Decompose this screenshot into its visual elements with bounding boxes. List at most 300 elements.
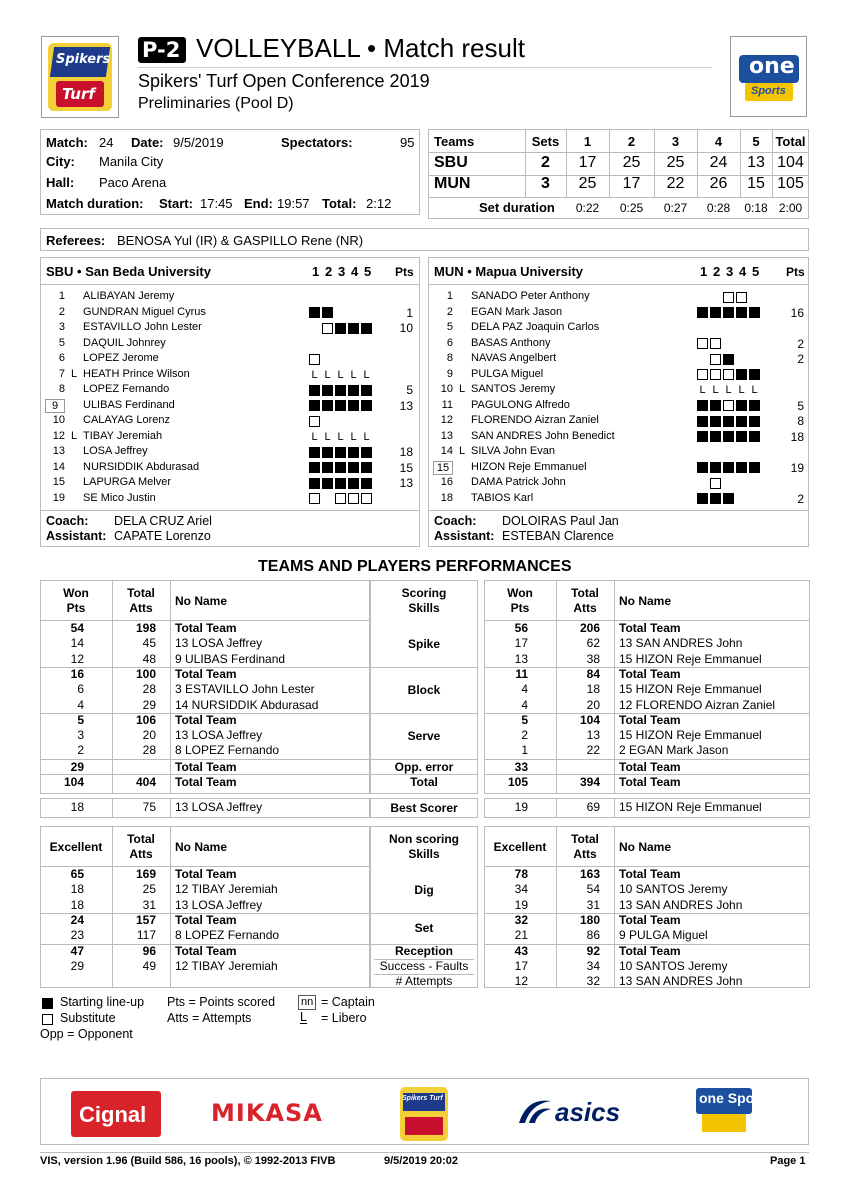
attempts-value: 404 xyxy=(135,775,156,789)
player-name: CALAYAG Lorenz xyxy=(83,414,171,426)
end-label: End: xyxy=(244,196,273,211)
libero-mark: L xyxy=(337,368,344,381)
won-value: 47 xyxy=(70,943,84,958)
player-number: 9 xyxy=(45,399,65,413)
skill-name: Serve xyxy=(407,728,441,743)
player-row xyxy=(429,461,808,476)
player-name: NAVAS Angelbert xyxy=(471,352,557,364)
attempts-value: 100 xyxy=(135,666,156,681)
player-name: EGAN Mark Jason xyxy=(471,305,563,318)
player-number: 14 xyxy=(440,445,453,457)
starting-lineup-icon xyxy=(322,478,333,489)
starting-lineup-icon xyxy=(710,416,721,427)
starting-lineup-icon xyxy=(361,462,372,473)
column-line xyxy=(170,580,171,794)
attempts-value: 62 xyxy=(586,636,600,651)
player-or-team: 12 TIBAY Jeremiah xyxy=(175,958,278,973)
won-value: 3 xyxy=(77,728,84,743)
legend-substitute: Substitute xyxy=(60,1011,116,1025)
won-value: 18 xyxy=(70,882,84,897)
player-name: DAMA Patrick John xyxy=(471,476,566,488)
skill-subtitle: Success - Faults xyxy=(379,958,469,973)
libero-mark: L xyxy=(738,384,745,396)
won-value: 17 xyxy=(514,636,528,651)
player-number: 1 xyxy=(446,290,453,302)
pts-header: Pts xyxy=(395,265,414,279)
player-points: 5 xyxy=(406,383,413,397)
won-value: 21 xyxy=(514,928,528,943)
won-header: Won xyxy=(63,586,89,600)
player-points: 18 xyxy=(399,445,413,459)
substitute-icon xyxy=(348,493,359,504)
starting-lineup-icon xyxy=(309,462,320,473)
skill-name: Dig xyxy=(414,882,434,897)
scoreboard-header: 2 xyxy=(627,134,636,149)
set-score: 15 xyxy=(747,175,765,192)
skills-header: Skills xyxy=(408,847,440,861)
set-marks xyxy=(697,493,762,505)
set-marks xyxy=(697,307,762,319)
won-value: 4 xyxy=(521,682,528,697)
substitute-icon xyxy=(335,493,346,504)
match-label: Match: xyxy=(46,135,88,150)
attempts-value: 20 xyxy=(586,697,600,712)
set-header: 4 xyxy=(351,264,359,279)
spikers-turf-sponsor-text: Spikers Turf xyxy=(402,1095,443,1102)
total-header: Total xyxy=(571,832,599,846)
attempts-value: 49 xyxy=(142,958,156,973)
attempts-value: 117 xyxy=(136,928,156,943)
set-header: 1 xyxy=(312,264,320,279)
attempts-value: 54 xyxy=(586,882,600,897)
spikers-turf-sponsor-logo xyxy=(400,1087,448,1141)
player-number: 2 xyxy=(446,305,453,318)
scoreboard xyxy=(428,129,809,219)
player-number: 10 xyxy=(52,414,65,426)
starting-lineup-icon xyxy=(42,998,53,1009)
player-list xyxy=(41,290,419,510)
won-value: 4 xyxy=(521,697,528,712)
player-or-team: Total Team xyxy=(175,943,237,958)
row-line xyxy=(374,974,474,975)
end-time: 19:57 xyxy=(277,196,310,211)
player-or-team: Total Team xyxy=(175,759,237,774)
starting-lineup-icon xyxy=(361,385,372,396)
starting-lineup-icon xyxy=(710,400,721,411)
atts-header: Atts xyxy=(129,601,153,615)
atts-header: Atts xyxy=(573,847,597,861)
coach-label: Coach: xyxy=(46,514,89,528)
team-header-line xyxy=(429,284,808,285)
attempts-value: 169 xyxy=(135,867,156,881)
starting-lineup-icon xyxy=(749,431,760,442)
set-score: 25 xyxy=(622,154,641,171)
won-value: 24 xyxy=(70,912,84,927)
substitute-icon xyxy=(309,354,320,365)
starting-lineup-icon xyxy=(736,369,747,380)
spectators-count: 95 xyxy=(400,135,415,150)
attempts-value: 25 xyxy=(142,882,156,897)
player-list xyxy=(429,290,808,510)
footer-version: VIS, version 1.96 (Build 586, 16 pools), © 1992-2013 FIVB xyxy=(40,1155,336,1167)
substitute-icon xyxy=(723,369,734,380)
starting-lineup-icon xyxy=(335,447,346,458)
sets-won: 3 xyxy=(541,175,550,192)
starting-lineup-icon xyxy=(309,307,320,318)
match-info-panel xyxy=(40,129,420,215)
player-or-team: Total Team xyxy=(619,666,681,681)
won-value: 54 xyxy=(70,621,84,635)
player-name: HEATH Prince Wilson xyxy=(83,367,190,380)
team-title: MUN • Mapua University xyxy=(434,264,584,279)
starting-lineup-icon xyxy=(309,447,320,458)
set-marks xyxy=(309,446,374,458)
libero-flag: L xyxy=(459,383,466,395)
legend-captain-box: nn xyxy=(298,995,316,1010)
libero-mark: L xyxy=(350,368,357,381)
substitute-icon xyxy=(710,478,721,489)
player-or-team: Total Team xyxy=(175,666,237,681)
starting-lineup-icon xyxy=(348,400,359,411)
starting-lineup-icon xyxy=(697,493,708,504)
column-line xyxy=(614,798,615,818)
attempts-value: 22 xyxy=(586,743,600,758)
mikasa-logo: MIKASA xyxy=(211,1099,323,1127)
won-value: 12 xyxy=(70,651,84,666)
player-number: 16 xyxy=(440,476,453,488)
set-marks xyxy=(697,415,762,427)
starting-lineup-icon xyxy=(723,354,734,365)
player-number: 18 xyxy=(440,491,453,504)
scoreboard-header: Total xyxy=(775,134,806,149)
competition-phase: Preliminaries (Pool D) xyxy=(138,95,294,112)
player-or-team: 12 FLORENDO Aizran Zaniel xyxy=(619,697,776,712)
total-label: Total xyxy=(410,775,438,789)
set-marks xyxy=(309,431,374,443)
player-or-team: Total Team xyxy=(175,775,237,789)
attempts-value: 157 xyxy=(135,912,156,927)
starting-lineup-icon xyxy=(361,400,372,411)
match-date: 9/5/2019 xyxy=(173,135,224,150)
column-line xyxy=(170,798,171,818)
player-points: 19 xyxy=(790,460,804,475)
player-row xyxy=(41,368,419,383)
substitute-icon xyxy=(309,416,320,427)
player-or-team: 13 SAN ANDRES John xyxy=(619,974,743,989)
player-number: 11 xyxy=(441,398,453,411)
referees-panel xyxy=(40,228,809,251)
scoreboard-header: 4 xyxy=(714,134,723,149)
attempts-value: 394 xyxy=(579,775,600,789)
player-name: SANTOS Jeremy xyxy=(471,383,556,395)
starting-lineup-icon xyxy=(361,478,372,489)
player-number: 7 xyxy=(58,367,65,380)
starting-lineup-icon xyxy=(697,400,708,411)
opp-error-label: Opp. error xyxy=(394,759,454,774)
starting-lineup-icon xyxy=(723,307,734,318)
player-number: 15 xyxy=(52,476,65,488)
set-marks xyxy=(697,369,762,381)
player-name: LOPEZ Jerome xyxy=(83,352,159,364)
starting-lineup-icon xyxy=(697,416,708,427)
substitute-icon xyxy=(710,354,721,365)
footer-page: Page 1 xyxy=(770,1155,806,1167)
won-value: 13 xyxy=(514,651,528,666)
player-row xyxy=(41,492,419,507)
won-value: 11 xyxy=(515,666,528,681)
libero-mark: L xyxy=(699,384,706,396)
player-or-team: 13 LOSA Jeffrey xyxy=(175,897,263,912)
player-or-team: Total Team xyxy=(619,867,681,881)
skills-header: Non scoring xyxy=(388,832,459,846)
won-value: 12 xyxy=(514,974,528,989)
player-or-team: Total Team xyxy=(175,912,237,927)
libero-mark: L xyxy=(311,368,318,381)
header xyxy=(0,0,849,125)
set-header: 2 xyxy=(713,264,721,279)
player-points: 13 xyxy=(399,398,413,413)
starting-lineup-icon xyxy=(322,400,333,411)
total-header: Total xyxy=(571,586,599,600)
player-number: 12 xyxy=(440,414,453,426)
player-number: 8 xyxy=(446,352,453,364)
player-row xyxy=(429,492,808,507)
player-or-team: 15 HIZON Reje Emmanuel xyxy=(619,800,762,814)
match-number: 24 xyxy=(99,135,114,150)
player-name: DELA PAZ Joaquin Carlos xyxy=(471,321,600,333)
starting-lineup-icon xyxy=(335,478,346,489)
pts-header: Pts xyxy=(510,601,530,615)
set-marks xyxy=(309,307,374,319)
player-row xyxy=(429,290,808,305)
set-duration-label: Set duration xyxy=(479,200,555,215)
player-row xyxy=(41,476,419,491)
starting-lineup-icon xyxy=(322,447,333,458)
won-value: 105 xyxy=(507,775,528,789)
player-name: LOSA Jeffrey xyxy=(83,445,148,457)
libero-mark: L xyxy=(712,384,719,396)
referees-label: Referees: xyxy=(46,233,106,248)
player-or-team: 8 LOPEZ Fernando xyxy=(175,928,280,943)
player-row xyxy=(429,399,808,414)
attempts-value: 45 xyxy=(142,636,156,651)
team-code: SBU xyxy=(434,154,468,171)
set-marks xyxy=(309,291,374,303)
player-or-team: 15 HIZON Reje Emmanuel xyxy=(619,682,762,697)
player-or-team: Total Team xyxy=(175,867,237,881)
attempts-value: 106 xyxy=(135,712,156,727)
player-name: BASAS Anthony xyxy=(471,336,551,349)
starting-lineup-icon xyxy=(697,431,708,442)
substitute-icon xyxy=(710,338,721,349)
player-row xyxy=(41,290,419,305)
player-row xyxy=(41,306,419,321)
starting-lineup-icon xyxy=(697,307,708,318)
spikers-logo-word1: Spikers xyxy=(56,52,111,67)
legend-starting: Starting line-up xyxy=(60,995,145,1009)
player-row xyxy=(429,368,808,383)
assistant-name: ESTEBAN Clarence xyxy=(502,529,614,543)
player-points: 15 xyxy=(399,460,413,475)
team-title: SBU • San Beda University xyxy=(46,264,211,279)
skill-name: Set xyxy=(414,921,434,936)
starting-lineup-icon xyxy=(697,462,708,473)
player-number: 8 xyxy=(58,383,65,395)
starting-lineup-icon xyxy=(335,462,346,473)
set-score: 13 xyxy=(747,154,765,171)
spikers-logo-word2: Turf xyxy=(62,85,95,103)
legend-libero-box: L xyxy=(300,1010,307,1024)
starting-lineup-icon xyxy=(335,400,346,411)
starting-lineup-icon xyxy=(322,462,333,473)
libero-mark: L xyxy=(751,384,758,396)
attempts-value: 84 xyxy=(586,666,600,681)
total-header: Total xyxy=(127,832,155,846)
player-name: GUNDRAN Miguel Cyrus xyxy=(83,305,206,318)
attempts-value: 96 xyxy=(142,943,156,958)
row-line xyxy=(370,667,478,668)
won-value: 18 xyxy=(70,897,84,912)
set-header: 3 xyxy=(726,264,734,279)
starting-lineup-icon xyxy=(348,462,359,473)
sets-won: 2 xyxy=(541,154,550,171)
libero-mark: L xyxy=(350,430,357,443)
set-duration-total: 2:00 xyxy=(778,201,803,215)
starting-lineup-icon xyxy=(348,385,359,396)
player-number: 3 xyxy=(58,321,65,333)
player-number: 5 xyxy=(58,336,65,349)
set-header: 4 xyxy=(739,264,747,279)
player-name: SAN ANDRES John Benedict xyxy=(471,429,615,442)
title-divider xyxy=(138,67,712,68)
footer-datetime: 9/5/2019 20:02 xyxy=(384,1155,459,1167)
starting-lineup-icon xyxy=(749,462,760,473)
referees-names: BENOSA Yul (IR) & GASPILLO Rene (NR) xyxy=(117,233,364,248)
player-name: LOPEZ Fernando xyxy=(83,383,170,395)
set-score: 17 xyxy=(578,154,597,171)
player-row xyxy=(41,352,419,367)
substitute-icon xyxy=(710,369,721,380)
attempts-value: 31 xyxy=(142,897,156,912)
coach-name: DOLOIRAS Paul Jan xyxy=(502,514,619,528)
player-row xyxy=(41,430,419,445)
substitute-icon xyxy=(697,338,708,349)
player-points: 18 xyxy=(790,429,804,444)
libero-mark: L xyxy=(725,384,732,396)
won-value: 19 xyxy=(514,897,528,912)
attempts-value: 198 xyxy=(135,621,156,635)
set-marks xyxy=(309,384,374,396)
set-header: 3 xyxy=(338,264,346,279)
atts-header: Atts xyxy=(129,847,153,861)
set-marks xyxy=(697,477,762,489)
column-line xyxy=(614,826,615,988)
starting-lineup-icon xyxy=(335,323,346,334)
starting-lineup-icon xyxy=(723,416,734,427)
attempts-value: 104 xyxy=(579,712,600,727)
won-value: 43 xyxy=(514,943,528,958)
starting-lineup-icon xyxy=(361,323,372,334)
set-score: 25 xyxy=(666,154,685,171)
cignal-logo xyxy=(71,1091,161,1137)
coach-name: DELA CRUZ Ariel xyxy=(114,514,212,528)
won-value: 56 xyxy=(514,621,528,635)
player-or-team: 15 HIZON Reje Emmanuel xyxy=(619,728,762,743)
player-number: 12 xyxy=(52,429,65,442)
player-name: FLORENDO Aizran Zaniel xyxy=(471,414,599,426)
player-row xyxy=(429,337,808,352)
date-label: Date: xyxy=(131,135,164,150)
won-value: 2 xyxy=(521,728,528,743)
team-footer-line xyxy=(429,510,808,511)
attempts-value: 48 xyxy=(142,651,156,666)
player-or-team: 13 SAN ANDRES John xyxy=(619,897,743,912)
player-row xyxy=(429,476,808,491)
legend-pts: Pts = Points scored xyxy=(167,995,276,1009)
attempts-value: 29 xyxy=(142,697,156,712)
team-footer-line xyxy=(41,510,419,511)
starting-lineup-icon xyxy=(710,462,721,473)
set-score: 17 xyxy=(622,175,641,192)
spikers-turf-logo xyxy=(41,36,119,118)
player-or-team: Total Team xyxy=(619,775,681,789)
libero-mark: L xyxy=(337,430,344,443)
won-value: 5 xyxy=(521,712,528,727)
set-marks xyxy=(309,477,374,489)
player-or-team: Total Team xyxy=(175,712,237,727)
substitute-icon xyxy=(697,369,708,380)
player-row xyxy=(429,306,808,321)
skill-name: Reception xyxy=(394,943,453,958)
starting-lineup-icon xyxy=(309,478,320,489)
libero-mark: L xyxy=(363,368,370,381)
assistant-label: Assistant: xyxy=(434,529,495,543)
won-value: 33 xyxy=(514,759,528,774)
competition-name: Spikers' Turf Open Conference 2019 xyxy=(138,71,430,91)
excellent-header: Excellent xyxy=(493,840,547,854)
scoreboard-row-line xyxy=(429,197,809,198)
player-number: 1 xyxy=(58,290,65,302)
player-or-team: 13 SAN ANDRES John xyxy=(619,636,743,651)
libero-mark: L xyxy=(311,430,318,443)
legend-libero: = Libero xyxy=(321,1011,367,1025)
won-value: 32 xyxy=(514,912,528,927)
substitute-icon xyxy=(723,400,734,411)
substitute-icon xyxy=(42,1014,53,1025)
set-marks xyxy=(309,400,374,412)
player-number: 5 xyxy=(446,321,453,333)
player-number: 15 xyxy=(433,461,453,475)
attempts-value: 163 xyxy=(579,867,600,881)
skills-header: Skills xyxy=(408,601,440,615)
set-marks xyxy=(697,384,762,396)
pts-header: Pts xyxy=(66,601,86,615)
won-value: 1 xyxy=(521,743,528,758)
attempts-value: 28 xyxy=(142,743,156,758)
legend xyxy=(40,995,440,1043)
set-marks xyxy=(309,353,374,365)
player-points: 2 xyxy=(797,336,804,351)
set-marks xyxy=(309,338,374,350)
attempts-value: 20 xyxy=(142,728,156,743)
player-or-team: 13 LOSA Jeffrey xyxy=(175,728,263,743)
report-code: P-2 xyxy=(142,38,181,62)
scoreboard-header: 5 xyxy=(752,134,760,149)
player-name: TABIOS Karl xyxy=(471,491,534,504)
player-name: SE Mico Justin xyxy=(83,491,156,504)
start-label: Start: xyxy=(159,196,193,211)
page-title: VOLLEYBALL • Match result xyxy=(196,33,525,63)
